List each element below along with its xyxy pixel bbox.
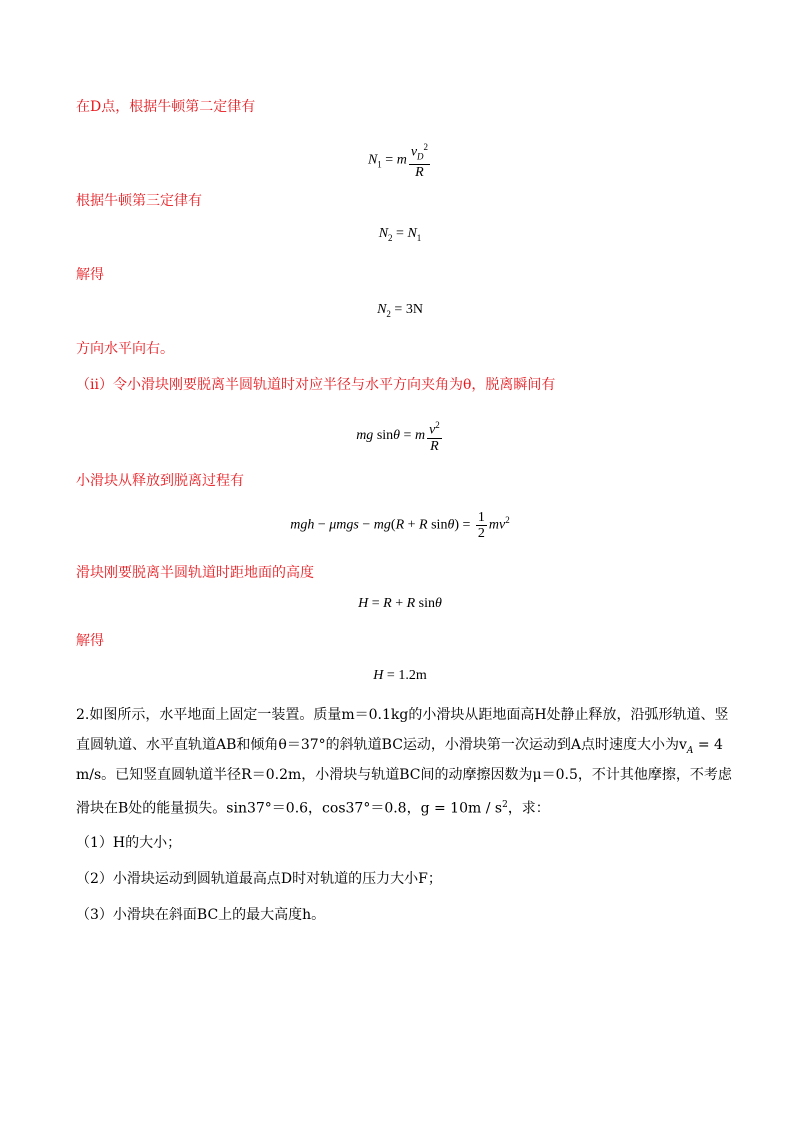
- equation-n1: $N_1 = m$ $\frac{v_D^2}{R}$: [367, 142, 429, 181]
- problem-line-2-end: = 4: [693, 737, 723, 753]
- solution-line-height: 滑块刚要脱离半圆轨道时距地面的高度: [76, 565, 314, 581]
- solution-line-solve-1: 解得: [76, 267, 104, 283]
- question-1: （1）H的大小；: [76, 835, 182, 851]
- question-3: （3）小滑块在斜面BC上的最大高度h。: [76, 907, 326, 923]
- n2-value: 3N: [405, 302, 423, 317]
- problem-line-1: 2.如图所示，水平地面上固定一装置。质量m＝0.1kg的小滑块从距地面高H处静止释放，沿弧形轨道、竖: [76, 707, 729, 723]
- solution-line-part-ii: （ⅱ）令小滑块刚要脱离半圆轨道时对应半径与水平方向夹角为θ，脱离瞬间有: [76, 377, 556, 393]
- problem-line-3: m/s。已知竖直圆轨道半径R＝0.2m，小滑块与轨道BC间的动摩擦因数为μ＝0.5，不计其他摩擦，不考虑: [76, 767, 732, 783]
- solution-line-solve-2: 解得: [76, 633, 104, 649]
- equation-n2-n1: $N_2 = N_1$: [378, 226, 422, 243]
- solution-line-direction: 方向水平向右。: [76, 341, 174, 357]
- problem-line-4-end: ，求：: [507, 800, 550, 817]
- solution-line-newton3: 根据牛顿第三定律有: [76, 193, 202, 209]
- question-2: （2）小滑块运动到圆轨道最高点D时对轨道的压力大小F；: [76, 871, 442, 887]
- problem-line-4: 滑块在B处的能量损失。sin37°＝0.6，cos37°＝0.8，$g = 10m / s^2$，求：: [76, 800, 550, 817]
- problem-line-4-text: 滑块在B处的能量损失。sin37°＝0.6，cos37°＝0.8，g = 10m / s: [76, 800, 503, 817]
- equation-height-value: H = 1.2m: [373, 668, 427, 683]
- solution-line-energy: 小滑块从释放到脱离过程有: [76, 473, 244, 489]
- equation-n2-value: $N_2 = 3N$: [377, 302, 423, 319]
- equation-energy: mgh − μmgs − mg(R + R sinθ) = $\frac{1}{2}$ $mv^2$: [290, 510, 510, 541]
- height-value: 1.2m: [398, 668, 427, 683]
- problem-line-2: [76, 736, 723, 760]
- problem-line-2-text: 直圆轨道、水平直轨道AB和倾角θ＝37°的斜轨道BC运动，小滑块第一次运动到A点时速度大小为v: [76, 737, 687, 753]
- equation-detach: mg sinθ = m $\frac{v^2}{R}$: [356, 420, 440, 454]
- equation-height: H = R + R sinθ: [358, 596, 442, 611]
- solution-line-newton2: 在D点，根据牛顿第二定律有: [76, 99, 256, 115]
- problem-line-2-sub: A: [686, 745, 694, 756]
